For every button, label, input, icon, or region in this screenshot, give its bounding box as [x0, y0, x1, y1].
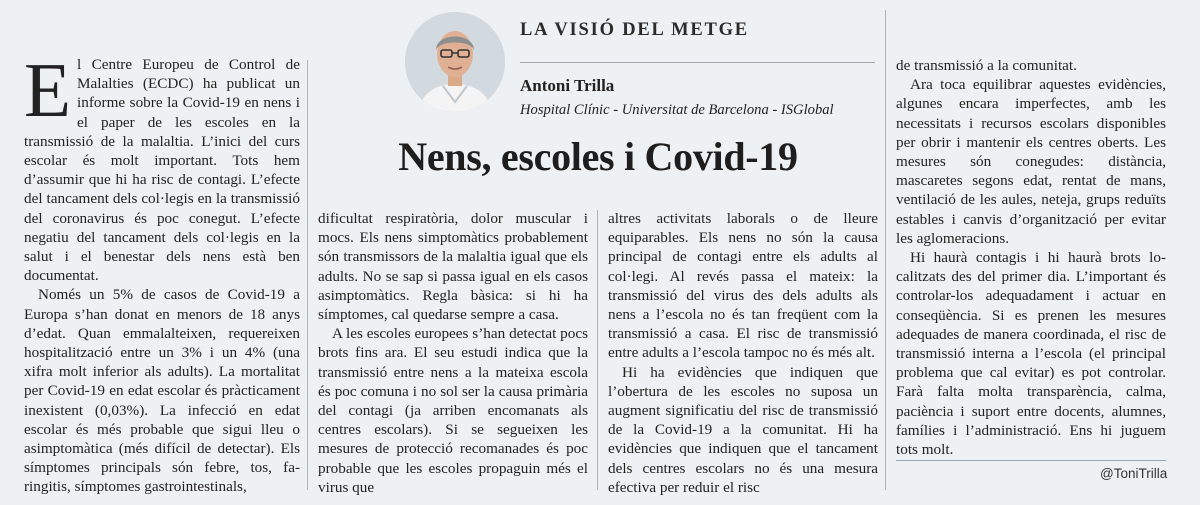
author-portrait-icon [405, 12, 505, 112]
text-column-3 [608, 209, 878, 497]
paragraph: Ara toca equilibrar aquestes evidències, algunes encara imperfectes, amb les necessitats i recursos escolars disponibles per obrir i mantenir els centres oberts. Les mesures són conegudes: distància, mascaretes segons edat, rentat de mans, ventilació de les aules, neteja, grups reduïts estables i canvis d’organització per evitar les aglomeracions. [896, 76, 1166, 247]
author-handle: @ToniTrilla [1100, 466, 1168, 481]
author-name: Antoni Trilla [520, 76, 615, 95]
header-rule [520, 62, 875, 63]
article-headline: Nens, escoles i Covid-19 [398, 134, 798, 179]
author-affiliation: Hospital Clínic - Universitat de Barcelona - ISGlobal [520, 102, 834, 118]
section-title: LA VISIÓ DEL METGE [520, 20, 749, 40]
paragraph: l Centre Europeu de Control de Malalties (ECDC) ha publicat un informe sobre la Covid-19 en nens i el paper de les escoles en la transmissió de la malaltia. L’inici del curs escolar és molt important. Tots hem d’assumir que hi ha risc de contagi. L’efecte del tancament dels col·legis en la transmissió del coronavirus és poc conegut. L’efecte negatiu del tancament dels col·legis en la salut i el benestar dels nens està ben documentat. [24, 56, 300, 285]
column-divider [885, 10, 886, 490]
author-photo [405, 12, 505, 112]
text-column-4 [896, 56, 1166, 459]
text-column-2 [318, 209, 588, 497]
paragraph: altres activitats laborals o de lleure equiparables. Els nens no són la causa principal de contagi entre els adults al col·legi. Al revés passa el mateix: la transmissió del virus des dels adults als nens a l’escola no és tan freqüent com la transmissió a casa. El risc de transmissió entre adults a l’escola tampoc no és més alt. [608, 210, 878, 362]
drop-cap: E [24, 47, 72, 133]
paragraph: dificultat respiratòria, dolor muscular i mocs. Els nens simptomàtics probablement són transmissors de la malaltia igual que els adults. No se sap si passa igual en els casos asimptomàtics. Regla bàsica: si hi ha símptomes, cal quedarse sempre a casa. [318, 210, 588, 324]
column-divider [597, 210, 598, 490]
paragraph: de transmissió a la comunitat. [896, 57, 1077, 74]
paragraph: Hi haurà contagis i hi haurà brots localitzats des del primer dia. L’important és controlar-los adequadament i actuar en conseqüència. Si es prenen les mesures adequades de manera coordinada, el risc de transmissió interna a l’escola (el principal problema que cal evitar) es pot controlar. Farà falta molta transparència, calma, paciència i suport entre docents, alumnes, famílies i l’administració. Ens hi juguem tots molt. [896, 249, 1166, 459]
paragraph: Només un 5% de casos de Covid-19 a Europa s’han donat en menors de 18 anys d’edat. Quan emmalalteixen, requereixen hospitalització entre un 3% i un 4% (una xifra molt inferior als adults). La mortalitat per Covid-19 en edat escolar és pràcticament inexistent (0,03%). La infecció en edat escolar és més probable que sigui lleu o asimptomàtica (més difícil de detectar). Els símptomes principals són febre, tos, faringitis, símptomes gastrointestinals, [24, 286, 300, 496]
paragraph: Hi ha evidències que indiquen que l’obertura de les escoles no suposa un augment significatiu del risc de transmissió de la Covid-19 a la comunitat. Hi ha evidències que indiquen que el tancament dels centres escolars no és una mesura efectiva per reduir el risc [608, 363, 878, 496]
paragraph: A les escoles europees s’han detectat pocs brots fins ara. El seu estudi indica que la transmissió entre nens a la mateixa escola és poc comuna i no sol ser la causa primària del contagi (ja arriben encomanats als centres escolars). Si se segueixen les mesures de protecció recomanades és poc probable que les escoles propaguin més el virus que [318, 325, 588, 496]
footer-rule [896, 460, 1166, 461]
text-column-1 [24, 47, 300, 497]
column-divider [307, 60, 308, 490]
article-header [405, 10, 870, 130]
